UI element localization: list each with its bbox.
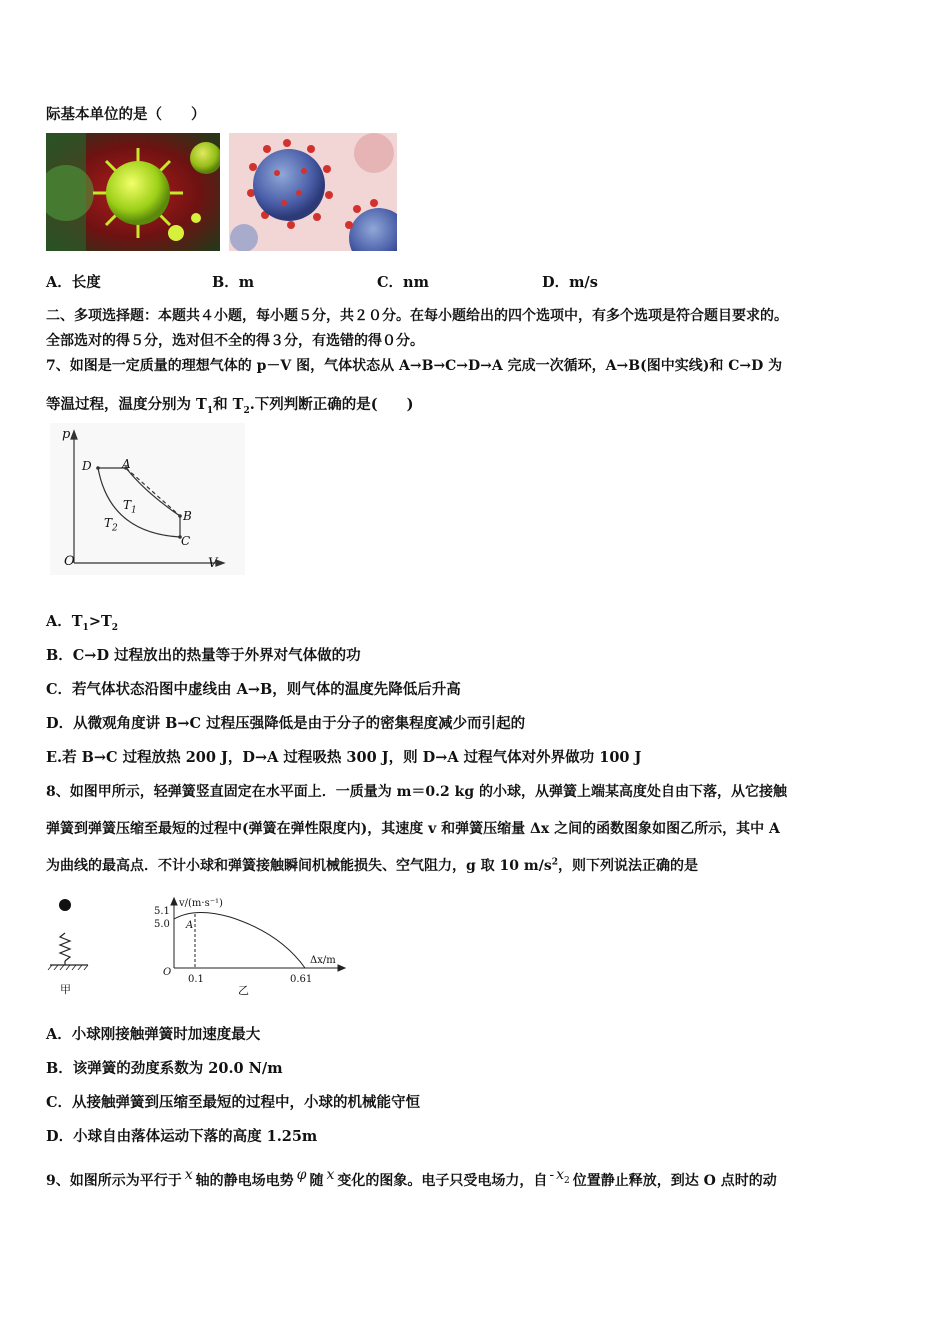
q7-option-d[interactable]: D．从微观角度讲 B→C 过程压强降低是由于分子的密集程度减少而引起的 [46, 715, 526, 732]
q7-option-e[interactable]: E.若 B→C 过程放热 200 J，D→A 过程吸热 300 J，则 D→A 过程气体对外界做功 100 J [46, 749, 642, 766]
pv-label-t2: $T_2$ [104, 516, 118, 534]
y-tick-5-0: 5.0 [154, 919, 170, 930]
pv-label-c: C [181, 534, 191, 548]
pv-label-v: V [208, 556, 218, 571]
q9-stem: 9、如图所示为平行于 x 轴的静电场电势 φ 随 x 变化的图象。电子只受电场力，自 - $x_2$ 位置静止释放，到达 O 点时的动 [46, 1167, 777, 1189]
spring-figure [46, 893, 96, 998]
virus-photo-green [46, 133, 220, 251]
pv-label-o: O [64, 554, 75, 569]
x-tick-0-1: 0.1 [188, 974, 204, 985]
v-axis-label: v/(m·s⁻¹) [179, 898, 223, 909]
velocity-curve [174, 912, 305, 968]
label-yi: 乙 [238, 984, 249, 997]
q7-option-c[interactable]: C．若气体状态沿图中虚线由 A→B，则气体的温度先降低后升高 [46, 681, 461, 698]
q6-stem-tail: 际基本单位的是（ ） [46, 106, 206, 123]
graph-origin: O [163, 967, 172, 978]
virus-photo-blue [229, 133, 397, 251]
graph-point-a: A [186, 920, 194, 931]
q8-stem-line3: 为曲线的最高点．不计小球和弹簧接触瞬间机械能损失、空气阻力，g 取 10 $m/s^2$，则下列说法正确的是 [46, 857, 698, 874]
q6-option-b[interactable]: B．m [212, 274, 255, 291]
ball [59, 899, 71, 911]
pv-label-p: p [62, 427, 71, 442]
pv-label-a: A [122, 457, 131, 471]
spring [60, 933, 70, 961]
q8-option-c[interactable]: C．从接触弹簧到压缩至最短的过程中，小球的机械能守恒 [46, 1094, 421, 1111]
q8-option-a[interactable]: A．小球刚接触弹簧时加速度最大 [46, 1026, 261, 1043]
q8-stem-line1: 8、如图甲所示，轻弹簧竖直固定在水平面上．一质量为 m＝0.2 kg 的小球，从弹簧上端某高度处自由下落，从它接触 [46, 784, 788, 800]
velocity-graph [150, 893, 350, 998]
q7-option-b[interactable]: B．C→D 过程放出的热量等于外界对气体做的功 [46, 647, 361, 664]
q7-stem-line2: 等温过程，温度分别为 $T_1$和 $T_2$.下列判断正确的是( ) [46, 396, 414, 416]
label-jia: 甲 [60, 983, 71, 996]
q6-option-d[interactable]: D．m/s [542, 274, 598, 291]
section2-line2: 全部选对的得５分，选对但不全的得３分，有选错的得０分。 [46, 333, 424, 349]
q6-option-c[interactable]: C．nm [377, 274, 429, 291]
pv-label-d: D [82, 459, 92, 473]
y-tick-5-1: 5.1 [154, 906, 170, 917]
section2-line1: 二、多项选择题：本题共４小题，每小题５分，共２０分。在每小题给出的四个选项中，有多个选项是符合题目要求的。 [46, 308, 788, 324]
q8-stem-line2: 弹簧到弹簧压缩至最短的过程中(弹簧在弹性限度内)，其速度 v 和弹簧压缩量 Δx 之间的函数图象如图乙所示，其中 A [46, 821, 780, 837]
x-tick-0-61: 0.61 [290, 974, 313, 985]
q7-option-a[interactable]: A．$T_1>T_2$ [46, 613, 119, 633]
pv-diagram [50, 423, 245, 575]
q8-option-b[interactable]: B．该弹簧的劲度系数为 20.0 N/m [46, 1060, 283, 1077]
pv-label-b: B [183, 509, 192, 523]
q7-stem-line1: 7、如图是一定质量的理想气体的 p－V 图，气体状态从 A→B→C→D→A 完成一次循环，A→B(图中实线)和 C→D 为 [46, 358, 783, 374]
q8-option-d[interactable]: D．小球自由落体运动下落的高度 1.25m [46, 1128, 318, 1145]
dx-axis-label: Δx/m [310, 955, 336, 966]
pv-label-t1: $T_1$ [123, 498, 137, 516]
q6-option-a[interactable]: A．长度 [46, 274, 101, 291]
